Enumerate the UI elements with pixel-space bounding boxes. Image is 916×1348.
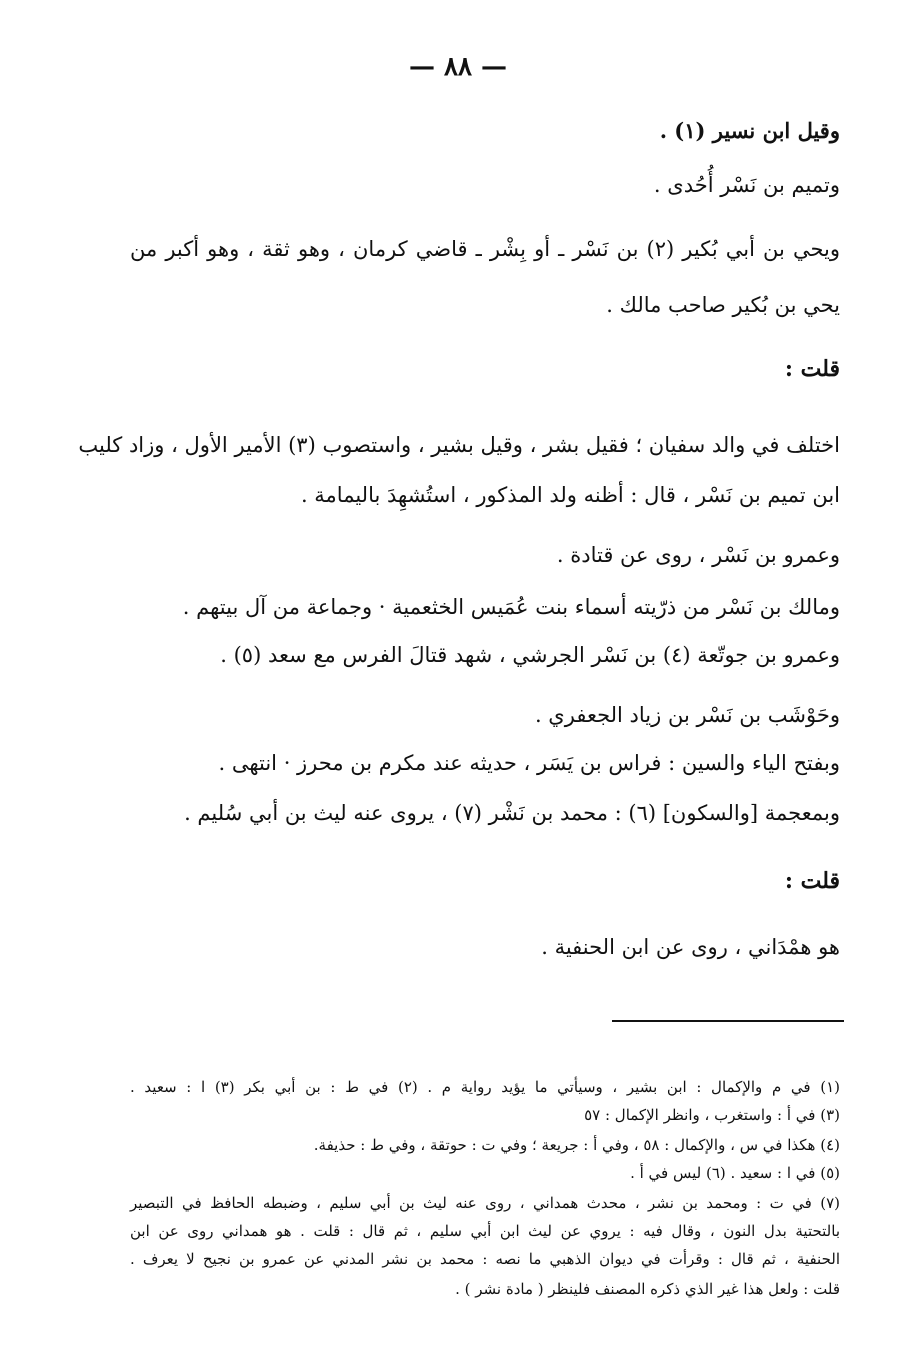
text-line-1: وقيل ابن نسير (١) . (659, 118, 840, 143)
text-line-5: اختلف في والد سفيان ؛ فقيل بشر ، وقيل بشير ، واستصوب (٣) الأمير الأول ، وزاد كليب (78, 433, 840, 457)
footnote-line-5: (٧) في ت : ومحمد بن نشر ، محدث همداني ، روى عنه ليث بن أبي سليم ، وضبطه الحافظ في التبصير (130, 1194, 840, 1212)
page-number: — ٨٨ — (408, 52, 508, 82)
text-line-8: ومالك بن نَسْر من ذرّيته أسماء بنت عُمَيس الخثعمية · وجماعة من آل بيتهم . (182, 595, 840, 619)
text-line-12: وبمعجمة [والسكون] (٦) : محمد بن نَشْر (٧) ، يروى عنه ليث بن أبي سُليم . (184, 801, 840, 825)
text-line-4: يحي بن بُكير صاحب مالك . (606, 293, 840, 317)
text-line-9: وعمرو بن جوتّعة (٤) بن نَسْر الجرشي ، شهد قتالَ الفرس مع سعد (٥) . (220, 643, 840, 667)
footnote-line-6: بالتحتية بدل النون ، وقال فيه : يروي عن ليث ابن أبي سليم ، ثم قال : قلت . هو همداني روى عن ابن (130, 1222, 840, 1240)
footnote-line-7: الحنفية ، ثم قال : وقرأت في ديوان الذهبي ما نصه : محمد بن نشر المدني عن عمرو بن نجيح لا يعرف . (130, 1250, 840, 1268)
text-line-7: وعمرو بن نَسْر ، روى عن قتادة . (556, 543, 840, 567)
footnote-line-2: (٣) في أ : واستغرب ، وانظر الإكمال : ٥٧ (584, 1106, 840, 1124)
footnote-line-8: قلت : ولعل هذا غير الذي ذكره المصنف فلينظر ( مادة نشر ) . (455, 1280, 840, 1298)
section-heading-2: قلت : (784, 868, 840, 894)
text-line-3: ويحي بن أبي بُكير (٢) بن نَسْر ـ أو بِشْر ـ قاضي كرمان ، وهو ثقة ، وهو أكبر من (130, 237, 840, 261)
text-line-2: وتميم بن نَسْر أُحُدى . (653, 173, 840, 197)
footnote-line-4: (٥) في ا : سعيد . (٦) ليس في أ . (630, 1164, 840, 1182)
footnote-separator (612, 1020, 844, 1022)
section-heading-1: قلت : (784, 356, 840, 382)
footnote-line-1: (١) في م والإكمال : ابن بشير ، وسيأتي ما يؤيد رواية م . (٢) في ط : بن أبي بكر (٣) ا : سعيد . (130, 1078, 840, 1096)
text-line-13: هو همْدَاني ، روى عن ابن الحنفية . (541, 935, 840, 959)
text-line-6: ابن تميم بن نَسْر ، قال : أظنه ولد المذكور ، استُشهِدَ باليمامة . (300, 483, 840, 507)
footnote-line-3: (٤) هكذا في س ، والإكمال : ٥٨ ، وفي أ : جريعة ؛ وفي ت : حوتقة ، وفي ط : حذيفة. (313, 1136, 840, 1154)
text-line-11: وبفتح الياء والسين : فراس بن يَسَر ، حديثه عند مكرم بن محرز · انتهى . (218, 751, 840, 775)
text-line-10: وحَوْشَب بن نَسْر بن زياد الجعفري . (534, 703, 840, 727)
